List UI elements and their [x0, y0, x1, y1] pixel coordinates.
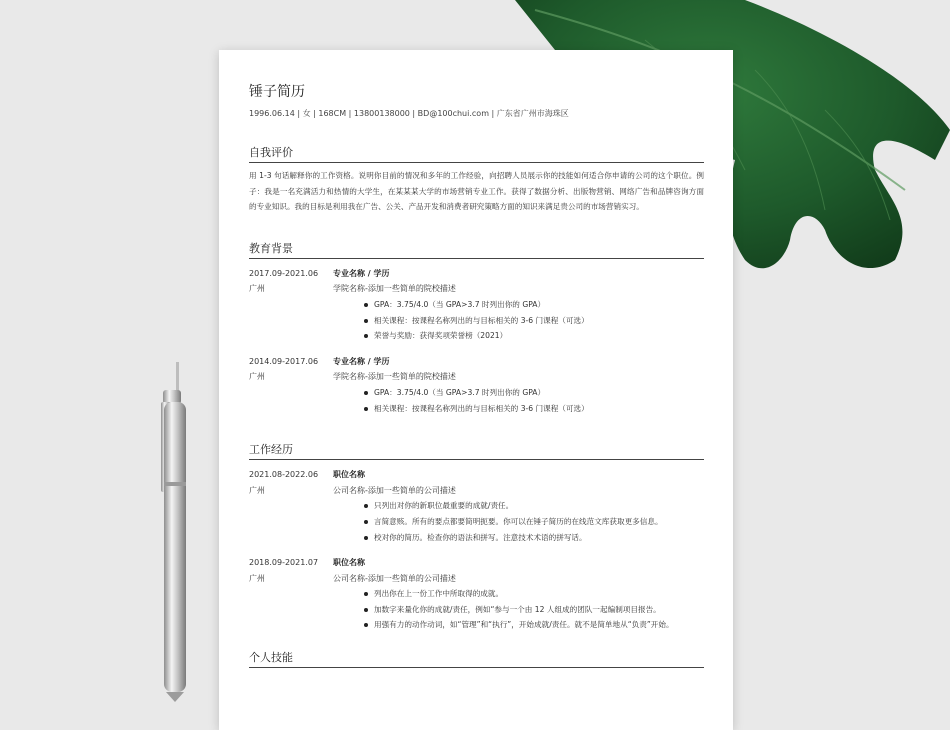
resume-page [219, 50, 733, 730]
work-entry [249, 467, 704, 545]
entry-description: 公司名称-添加一些简单的公司描述 [333, 485, 456, 495]
education-entry [249, 354, 704, 416]
bullet-list [333, 385, 704, 416]
bullet-list [333, 586, 704, 633]
bullet-item: GPA：3.75/4.0（当 GPA>3.7 时列出你的 GPA） [363, 385, 704, 401]
entry-heading: 职位名称 [333, 558, 365, 568]
bullet-item: 只列出对你的新职位最重要的成就/责任。 [363, 498, 704, 514]
entry-date: 2014.09-2017.06 [249, 356, 319, 366]
education-entry [249, 266, 704, 344]
section-self-evaluation [249, 146, 704, 215]
entry-description: 学院名称-添加一些简单的院校描述 [333, 372, 456, 382]
section-education [249, 242, 704, 416]
entry-heading: 专业名称 / 学历 [333, 356, 390, 366]
entry-city: 广州 [249, 573, 265, 583]
pen-image [152, 362, 192, 702]
entry-city: 广州 [249, 485, 265, 495]
bullet-item: GPA：3.75/4.0（当 GPA>3.7 时列出你的 GPA） [363, 297, 704, 313]
self-evaluation-text: 用 1-3 句话解释你的工作资格。说明你目前的情况和多年的工作经验，向招聘人员展示你的技能如何适合你申请的公司的这个职位。例子：我是一名充满活力和热情的大学生，在某某某大学的市场营销专业工作。获得了数据分析、出版物营销、网络广告和品牌咨询方面的专业知识。我的目标是利用我在广告、公关、产品开发和消费者研究策略方面的知识来满足贵公司的市场营销实习。 [249, 171, 704, 212]
section-title: 教育背景 [249, 242, 704, 259]
bullet-list [333, 297, 704, 344]
section-title: 工作经历 [249, 443, 704, 460]
bullet-list [333, 498, 704, 545]
work-entry [249, 555, 704, 633]
entry-heading: 专业名称 / 学历 [333, 268, 390, 278]
entry-date: 2018.09-2021.07 [249, 558, 319, 568]
entry-description: 学院名称-添加一些简单的院校描述 [333, 284, 456, 294]
bullet-item: 列出你在上一份工作中所取得的成就。 [363, 586, 704, 602]
bullet-item: 相关课程：按课程名称列出的与目标相关的 3-6 门课程（可选） [363, 401, 704, 417]
entry-date: 2017.09-2021.06 [249, 268, 319, 278]
section-title: 自我评价 [249, 146, 704, 163]
entry-heading: 职位名称 [333, 470, 365, 480]
entry-date: 2021.08-2022.06 [249, 470, 319, 480]
resume-contact-info: 1996.06.14 | 女 | 168CM | 13800138000 | BD@100chui.com | 广东省广州市海珠区 [249, 109, 569, 118]
bullet-item: 言简意赅。所有的要点都要简明扼要。你可以在锤子简历的在线范文库获取更多信息。 [363, 514, 704, 530]
section-work-experience [249, 443, 704, 633]
entry-description: 公司名称-添加一些简单的公司描述 [333, 573, 456, 583]
bullet-item: 用强有力的动作动词，如“管理”和“执行”，开始成就/责任。就不是简单地从“负责”开始。 [363, 617, 704, 633]
resume-name: 锤子简历 [249, 84, 305, 100]
entry-city: 广州 [249, 372, 265, 382]
bullet-item: 加数字来量化你的成就/责任，例如“参与一个由 12 人组成的团队一起编制项目报告。 [363, 602, 704, 618]
bullet-item: 荣誉与奖励：获得奖项荣誉榜（2021） [363, 328, 704, 344]
bullet-item: 校对你的简历。检查你的语法和拼写。注意技术术语的拼写话。 [363, 530, 704, 546]
bullet-item: 相关课程：按课程名称列出的与目标相关的 3-6 门课程（可选） [363, 313, 704, 329]
section-skills [249, 651, 704, 668]
section-title: 个人技能 [249, 651, 704, 668]
entry-city: 广州 [249, 284, 265, 294]
